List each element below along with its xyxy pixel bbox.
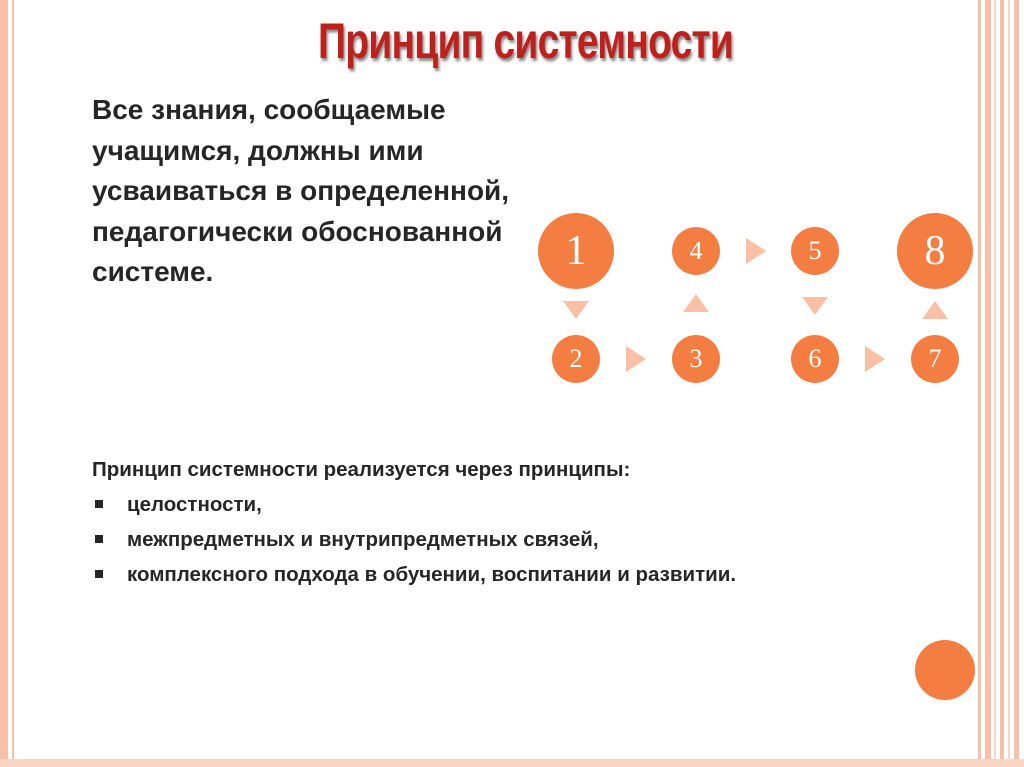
sequence-diagram	[530, 205, 990, 395]
node-4: 4	[672, 227, 720, 275]
arrow-3-to-4	[683, 294, 709, 312]
principles-block	[92, 452, 972, 592]
arrow-6-to-7	[865, 346, 885, 372]
left-frame-line	[12, 0, 14, 767]
list-item-text: целостности,	[127, 493, 262, 516]
left-frame-border	[0, 0, 8, 767]
principles-list	[92, 487, 972, 592]
node-5: 5	[791, 227, 839, 275]
arrow-5-to-6	[802, 297, 828, 315]
list-item	[92, 557, 972, 592]
node-2: 2	[552, 335, 600, 383]
node-3: 3	[672, 335, 720, 383]
slide-title: Принцип системности	[318, 13, 734, 69]
node-8: 8	[897, 213, 973, 289]
bottom-frame-border	[0, 759, 1024, 767]
arrow-1-to-2	[563, 301, 589, 319]
node-7: 7	[911, 335, 959, 383]
lead-text: Все знания, сообщаемые учащимся, должны ими усваиваться в определенной, педагогически обоснованной системе.	[92, 94, 510, 287]
arrow-2-to-3	[626, 346, 646, 372]
node-1: 1	[538, 213, 614, 289]
list-item-text: межпредметных и внутрипредметных связей,	[127, 528, 599, 551]
arrow-7-to-8	[922, 301, 948, 319]
principles-heading: Принцип системности реализуется через принципы:	[92, 458, 631, 481]
node-6: 6	[791, 335, 839, 383]
list-item-text: комплексного подхода в обучении, воспитании и развитии.	[127, 563, 737, 586]
bullet-icon	[95, 500, 103, 508]
list-item	[92, 487, 972, 522]
list-item	[92, 522, 972, 557]
decorative-circle	[915, 640, 975, 700]
bullet-icon	[95, 535, 103, 543]
arrow-4-to-5	[746, 238, 766, 264]
bullet-icon	[95, 570, 103, 578]
